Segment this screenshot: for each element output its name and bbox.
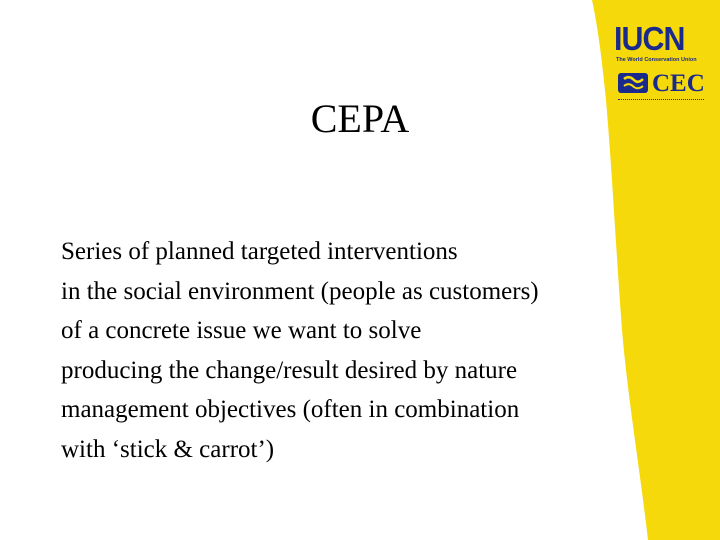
body-line: with ‘stick & carrot’): [61, 435, 275, 463]
body-line: Series of planned targeted interventions: [61, 238, 458, 265]
body-line: producing the change/result desired by nature: [61, 356, 518, 384]
cec-logo: CEC: [652, 70, 705, 97]
body-line: in the social environment (people as customers): [61, 277, 539, 305]
slide-title: CEPA: [310, 96, 410, 141]
iucn-logo: IUCN: [614, 20, 685, 57]
body-line: management objectives (often in combination: [61, 396, 520, 423]
org-logos: [612, 22, 708, 106]
body-line: of a concrete issue we want to solve: [61, 317, 422, 344]
slide-body: [61, 232, 701, 469]
iucn-tagline: The World Conservation Union: [616, 57, 697, 63]
cec-emblem-icon: [618, 70, 650, 96]
